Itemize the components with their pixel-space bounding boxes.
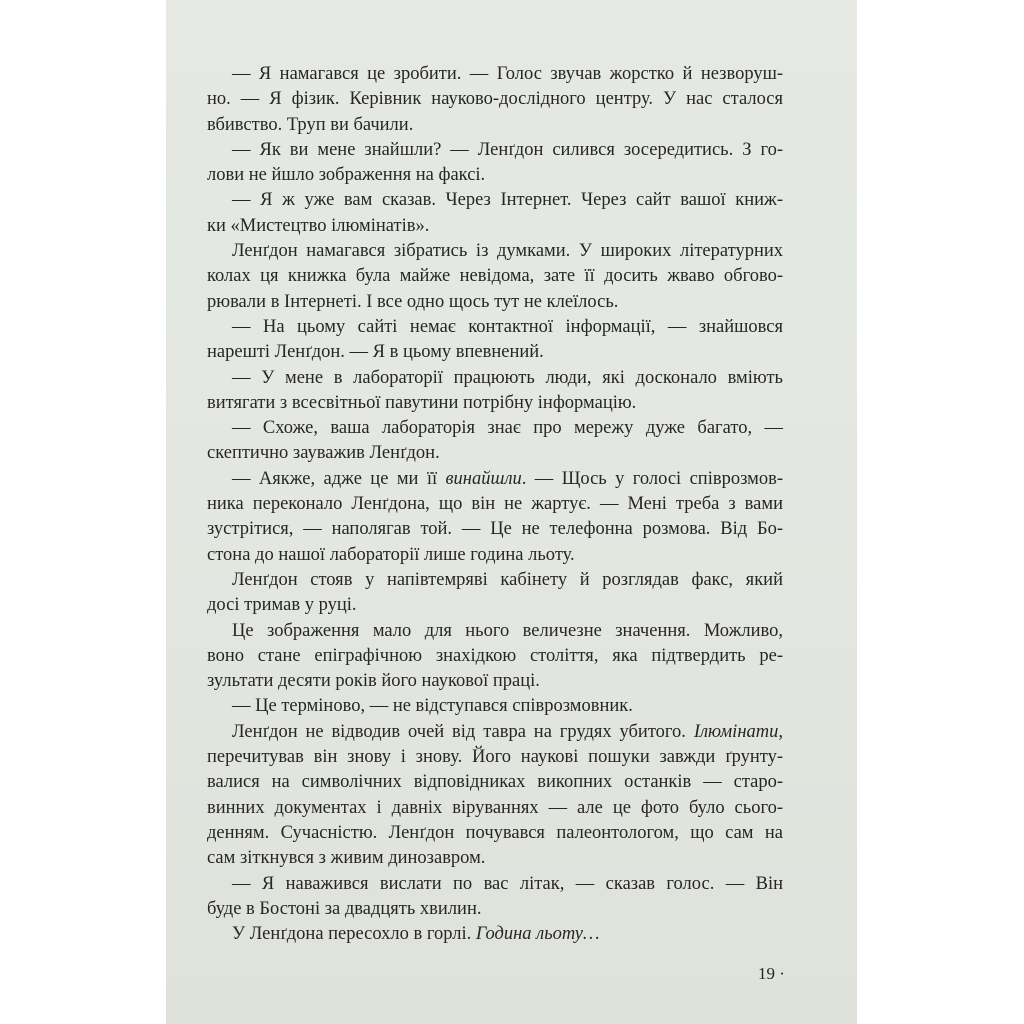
text-line: вбивство. Труп ви бачили. <box>207 114 414 135</box>
text-segment: — Аякже, адже це ми її <box>232 468 446 489</box>
text-line: — Я наважився вислати по вас літак, — сказав голос. — Він <box>232 873 783 894</box>
text-line: — На цьому сайті немає контактної інформації, — знайшовся <box>232 316 783 337</box>
italic-emphasis: Ілюмінати, <box>693 721 783 742</box>
text-line: ки «Мистецтво ілюмінатів». <box>207 215 430 236</box>
text-line <box>207 922 783 947</box>
text-line: ника переконало Ленґдона, що він не жартує. — Мені треба з вами <box>207 494 783 515</box>
text-line: витягати з всесвітньої павутини потрібну інформацію. <box>207 392 637 413</box>
italic-emphasis: Година льоту… <box>475 924 600 945</box>
text-line: — Як ви мене знайшли? — Ленґдон силився зосередитись. З го- <box>232 139 783 160</box>
text-line: воно стане епіграфічною знахідкою століття, яка підтвердить ре- <box>207 645 783 666</box>
text-line: досі тримав у руці. <box>207 595 357 616</box>
text-line: нарешті Ленґдон. — Я в цьому впевнений. <box>207 342 544 363</box>
book-page <box>166 0 857 1024</box>
text-segment: . — Щось у голосі співрозмов- <box>521 468 783 489</box>
text-line: винних документах і давніх віруваннях — але це фото було сього- <box>207 797 783 818</box>
text-line: рювали в Інтернеті. І все одно щось тут не клеїлось. <box>207 291 619 312</box>
text-line: сам зіткнувся з живим динозавром. <box>207 848 486 869</box>
text-line: Це зображення мало для нього величезне значення. Можливо, <box>232 620 783 641</box>
text-line <box>207 720 783 745</box>
text-line: зультати десяти років його наукової праці. <box>207 671 540 692</box>
text-line: но. — Я фізик. Керівник науково-дослідного центру. У нас сталося <box>207 89 783 110</box>
page-number: 19 · <box>758 964 785 983</box>
text-line <box>207 467 783 492</box>
text-line: денням. Сучасністю. Ленґдон почувався палеонтологом, що сам на <box>207 822 783 843</box>
text-segment: У Ленґдона пересохло в горлі. <box>232 924 476 945</box>
text-line: колах ця книжка була майже невідома, зате її досить жваво обгово- <box>207 266 783 287</box>
text-line: — Це терміново, — не відступався співрозмовник. <box>232 696 633 717</box>
text-line: — Схоже, ваша лабораторія знає про мережу дуже багато, — <box>232 418 783 439</box>
text-line: — Я намагався це зробити. — Голос звучав жорстко й незворуш- <box>232 64 783 84</box>
text-line: стона до нашої лабораторії лише година льоту. <box>207 544 575 565</box>
text-line: перечитував він знову і знову. Його наукові пошуки завжди ґрунту- <box>207 747 783 768</box>
text-line: Ленґдон стояв у напівтемряві кабінету й розглядав факс, який <box>232 569 783 590</box>
text-line: лови не йшло зображення на факсі. <box>207 165 486 186</box>
text-segment: Ленґдон не відводив очей від тавра на грудях убитого. <box>232 721 694 742</box>
text-line: зустрітися, — наполягав той. — Це не телефонна розмова. Від Бо- <box>207 519 783 540</box>
text-line: валися на символічних відповідниках викопних останків — старо- <box>207 772 783 793</box>
page-text <box>207 62 783 947</box>
text-line: — У мене в лабораторії працюють люди, які досконало вміють <box>232 367 783 388</box>
text-line: — Я ж уже вам сказав. Через Інтернет. Через сайт вашої книж- <box>232 190 783 211</box>
text-line: Ленґдон намагався зібратись із думками. У широких літературних <box>232 241 783 262</box>
italic-emphasis: винайшли <box>445 468 522 489</box>
text-line: скептично зауважив Ленґдон. <box>207 443 440 464</box>
text-line: буде в Бостоні за двадцять хвилин. <box>207 898 482 919</box>
